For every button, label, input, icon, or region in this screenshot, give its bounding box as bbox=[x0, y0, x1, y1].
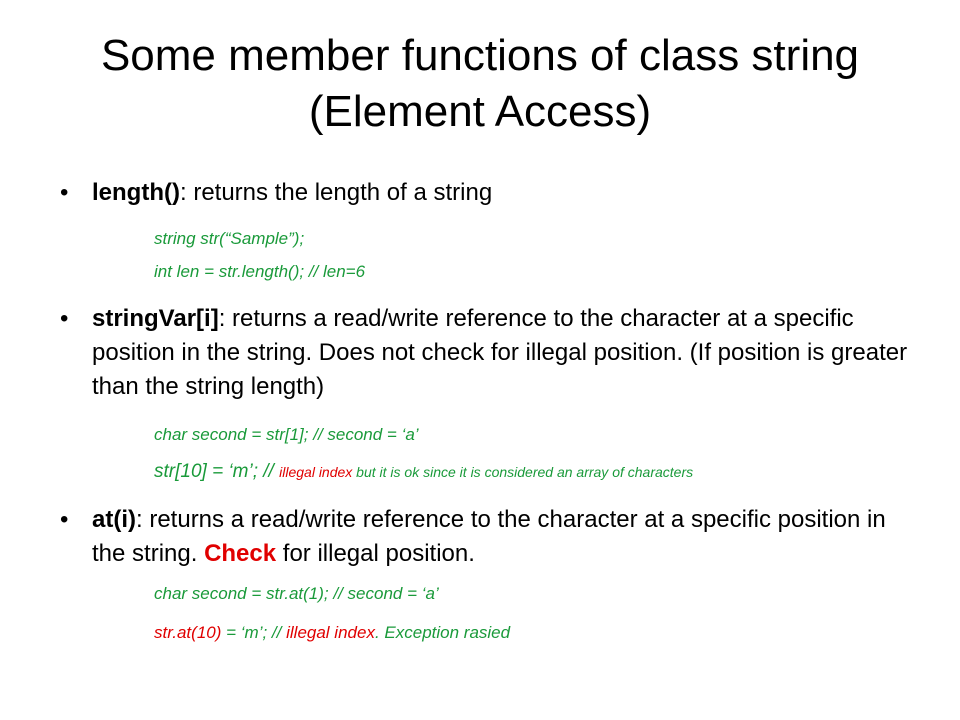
code-line bbox=[154, 622, 510, 644]
code-line: string str(“Sample”); bbox=[154, 229, 305, 248]
desc-at: : returns a read/write reference to the character at a specific position in the string. bbox=[92, 506, 886, 567]
code-segment: str[10] = ‘m’; // bbox=[154, 461, 280, 482]
term-length: length() bbox=[92, 179, 180, 206]
code-line: char second = str.at(1); // second = ‘a’ bbox=[154, 584, 439, 603]
bullet-item-subscript bbox=[60, 302, 922, 404]
code-segment: but it is ok since it is considered an array of characters bbox=[352, 464, 694, 480]
code-illegal-note: illegal index bbox=[279, 464, 353, 480]
code-segment: = ‘m’; // bbox=[221, 623, 287, 642]
desc-subscript: : returns a read/write reference to the character at a specific position in the string. Does not check for illegal position. (If position is greater than the string length) bbox=[92, 305, 908, 400]
code-line: int len = str.length(); // len=6 bbox=[154, 262, 366, 281]
slide-title: Some member functions of class string (Element Access) bbox=[100, 31, 860, 136]
bullet-dot: • bbox=[60, 179, 69, 206]
desc-length: : returns the length of a string bbox=[179, 179, 493, 206]
code-segment: . Exception rasied bbox=[374, 623, 511, 642]
desc-at-tail: for illegal position. bbox=[276, 540, 475, 567]
code-line bbox=[154, 461, 693, 483]
term-subscript: stringVar[i] bbox=[92, 305, 219, 332]
bullet-dot: • bbox=[60, 305, 69, 332]
bullet-item-at bbox=[60, 503, 922, 571]
code-illegal-note: illegal index bbox=[286, 623, 375, 642]
code-segment: str.at(10) bbox=[154, 623, 222, 642]
bullet-item-length bbox=[60, 176, 922, 210]
code-line: char second = str[1]; // second = ‘a’ bbox=[154, 425, 419, 444]
bullet-dot: • bbox=[60, 506, 69, 533]
term-at: at(i) bbox=[92, 506, 136, 533]
desc-check-highlight: Check bbox=[204, 540, 277, 567]
